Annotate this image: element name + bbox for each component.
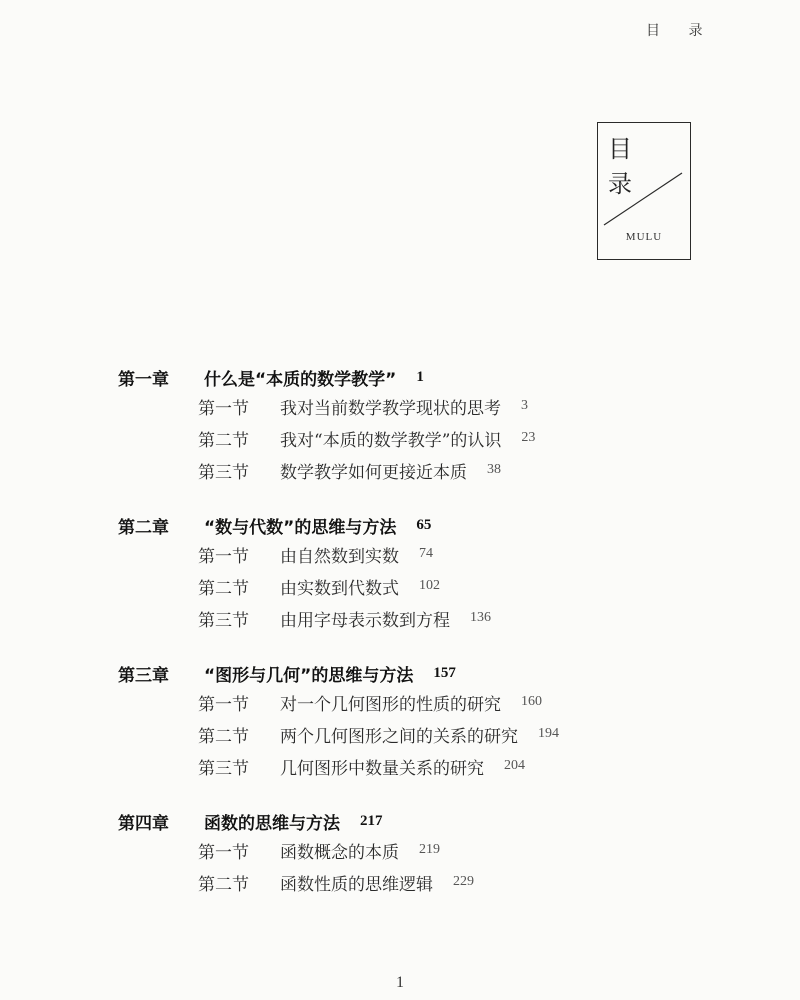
section-title: 函数概念的本质 [280,842,399,863]
running-head: 目 录 [646,23,715,39]
section-entry[interactable] [118,454,738,486]
chapter-title: 什么是“本质的数学教学” [204,369,397,390]
chapter-block [118,808,738,898]
section-page: 23 [521,430,536,445]
section-number: 第二节 [198,874,249,895]
chapter-number: 第二章 [118,517,169,538]
section-page: 38 [487,462,501,477]
toc-title-pinyin: MULU [625,231,663,243]
toc-title-box [597,122,691,260]
section-title: 对一个几何图形的性质的研究 [280,694,501,715]
section-entry[interactable] [118,834,738,866]
section-entry[interactable] [118,602,738,634]
section-page: 229 [453,874,474,889]
section-title: 我对“本质的数学教学”的认识 [280,430,502,451]
section-title: 我对当前数学教学现状的思考 [280,398,501,419]
chapter-block [118,660,738,782]
section-title: 几何图形中数量关系的研究 [280,758,484,779]
section-title: 数学教学如何更接近本质 [280,462,467,483]
section-number: 第三节 [198,462,249,483]
chapter-block [118,512,738,634]
section-entry[interactable] [118,570,738,602]
chapter-number: 第四章 [118,813,169,834]
section-page: 160 [521,694,542,709]
section-number: 第一节 [198,694,249,715]
section-entry[interactable] [118,750,738,782]
chapter-entry[interactable] [118,512,738,538]
section-page: 219 [419,842,440,857]
section-number: 第一节 [198,546,249,567]
table-of-contents [118,364,738,924]
section-page: 194 [538,726,559,741]
chapter-entry[interactable] [118,660,738,686]
chapter-title: “图形与几何”的思维与方法 [204,665,414,686]
section-page: 74 [419,546,433,561]
section-title: 函数性质的思维逻辑 [280,874,433,895]
section-entry[interactable] [118,718,738,750]
chapter-number: 第三章 [118,665,169,686]
section-number: 第二节 [198,430,249,451]
section-title: 由用字母表示数到方程 [280,610,450,631]
section-page: 204 [504,758,525,773]
section-page: 136 [470,610,491,625]
chapter-entry[interactable] [118,808,738,834]
section-page: 102 [419,578,440,593]
chapter-page: 217 [360,812,383,829]
section-page: 3 [521,398,528,413]
toc-title: 目 录 [608,135,646,198]
section-entry[interactable] [118,422,738,454]
section-title: 由实数到代数式 [280,578,399,599]
section-number: 第二节 [198,726,249,747]
section-entry[interactable] [118,538,738,570]
section-entry[interactable] [118,390,738,422]
chapter-page: 1 [416,368,424,385]
section-title: 两个几何图形之间的关系的研究 [280,726,518,747]
chapter-title: 函数的思维与方法 [204,813,340,834]
chapter-entry[interactable] [118,364,738,390]
page-number: 1 [396,974,404,991]
chapter-page: 65 [416,516,432,533]
section-number: 第三节 [198,758,249,779]
chapter-block [118,364,738,486]
section-number: 第二节 [198,578,249,599]
chapter-number: 第一章 [118,369,169,390]
section-number: 第一节 [198,842,249,863]
section-title: 由自然数到实数 [280,546,399,567]
section-entry[interactable] [118,686,738,718]
chapter-page: 157 [433,664,456,681]
section-entry[interactable] [118,866,738,898]
section-number: 第一节 [198,398,249,419]
chapter-title: “数与代数”的思维与方法 [204,517,397,538]
section-number: 第三节 [198,610,249,631]
